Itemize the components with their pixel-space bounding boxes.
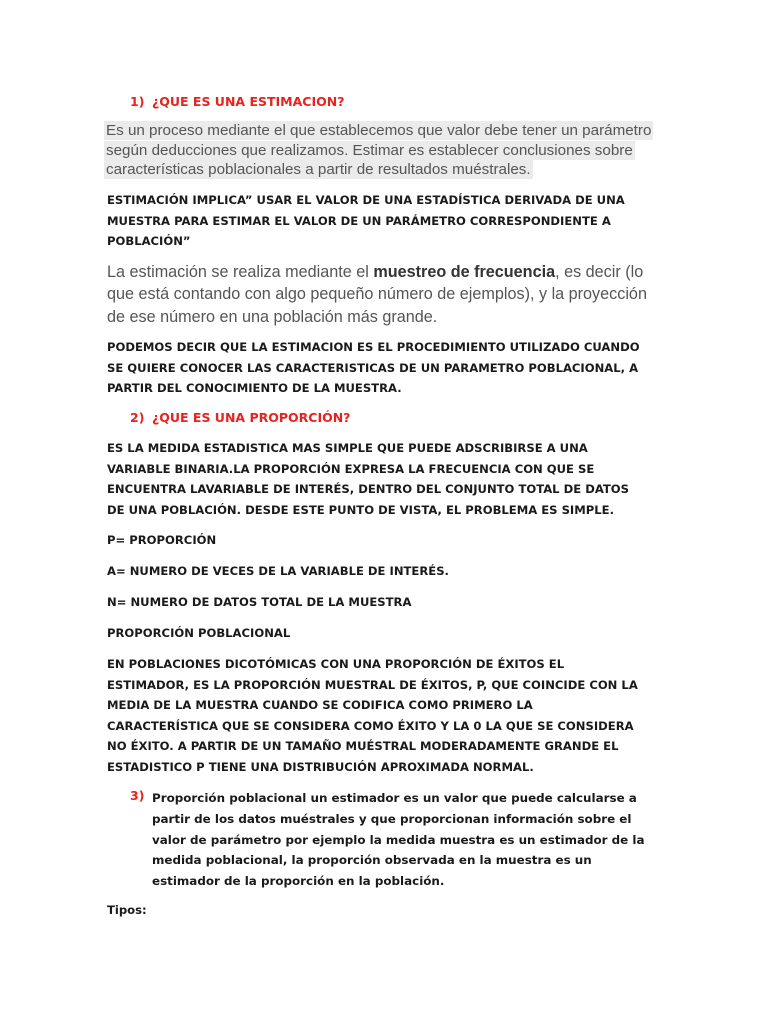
section2-heading [130, 410, 350, 425]
frequency-sampling-bold: muestreo de frecuencia [373, 263, 556, 281]
section2-number: 2) [130, 410, 145, 425]
section3-text: Proporción poblacional un estimador es un valor que puede calcularse a partir de los datos muéstrales y que proporcionan información sobre el valor de parámetro por ejemplo la medida muestra es un estimador de la medida poblacional, la proporción observada en la muestra es un estimador de la proporción en la población. [152, 791, 645, 889]
estimation-procedure-paragraph: PODEMOS DECIR QUE LA ESTIMACION ES EL PROCEDIMIENTO UTILIZADO CUANDO SE QUIERE CONOCER LAS CARACTERISTICAS DE UN PARAMETRO POBLACIONAL, A PARTIR DEL CONOCIMIENTO DE LA MUESTRA. [107, 340, 640, 396]
section3-number: 3) [130, 788, 145, 803]
types-label: Tipos: [107, 903, 147, 917]
population-proportion-subheading: PROPORCIÓN POBLACIONAL [107, 626, 291, 640]
n-definition: N= NUMERO DE DATOS TOTAL DE LA MUESTRA [107, 595, 412, 609]
section1-title: ¿QUE ES UNA ESTIMACION? [152, 94, 345, 109]
frequency-sampling-text-after: , es decir (lo que está contando con algo pequeño número de ejemplos), y la proyección de ese número en una población más grande. [107, 263, 647, 326]
frequency-sampling-paragraph [107, 261, 657, 328]
section1-number: 1) [130, 94, 145, 109]
frequency-sampling-text-before: La estimación se realiza mediante el [107, 263, 374, 281]
section1-heading [130, 94, 344, 109]
p-definition: P= PROPORCIÓN [107, 533, 217, 547]
estimation-definition-text: Es un proceso mediante el que establecemos que valor debe tener un parámetro según deducciones que realizamos. Estimar es establecer conclusiones sobre características poblacionales a partir de resultados muéstrales. [106, 122, 652, 179]
estimation-implies-paragraph: ESTIMACIÓN IMPLICA” USAR EL VALOR DE UNA ESTADÍSTICA DERIVADA DE UNA MUESTRA PARA ESTIMAR EL VALOR DE UN PARÁMETRO CORRESPONDIENTE A POBLACIÓN” [107, 193, 625, 249]
proportion-definition-paragraph: ES LA MEDIDA ESTADISTICA MAS SIMPLE QUE PUEDE ADSCRIBIRSE A UNA VARIABLE BINARIA.LA PROPORCIÓN EXPRESA LA FRECUENCIA CON QUE SE ENCUENTRA LAVARIABLE DE INTERÉS, DENTRO DEL CONJUNTO TOTAL DE DATOS DE UNA POBLACIÓN. DESDE ESTE PUNTO DE VISTA, EL PROBLEMA ES SIMPLE. [107, 441, 629, 517]
dichotomous-populations-paragraph: EN POBLACIONES DICOTÓMICAS CON UNA PROPORCIÓN DE ÉXITOS EL ESTIMADOR, ES LA PROPORCIÓN MUESTRAL DE ÉXITOS, P, QUE COINCIDE CON LA MEDIA DE LA MUESTRA CUANDO SE CODIFICA COMO PRIMERO LA CARACTERÍSTICA QUE SE CONSIDERA COMO ÉXITO Y LA 0 LA QUE SE CONSIDERA NO ÉXITO. A PARTIR DE UN TAMAÑO MUÉSTRAL MODERADAMENTE GRANDE EL ESTADISTICO P TIENE UNA DISTRIBUCIÓN APROXIMADA NORMAL. [107, 657, 638, 774]
estimation-definition-paragraph [104, 121, 652, 180]
a-definition: A= NUMERO DE VECES DE LA VARIABLE DE INTERÉS. [107, 564, 449, 578]
section2-title: ¿QUE ES UNA PROPORCIÓN? [152, 410, 351, 425]
